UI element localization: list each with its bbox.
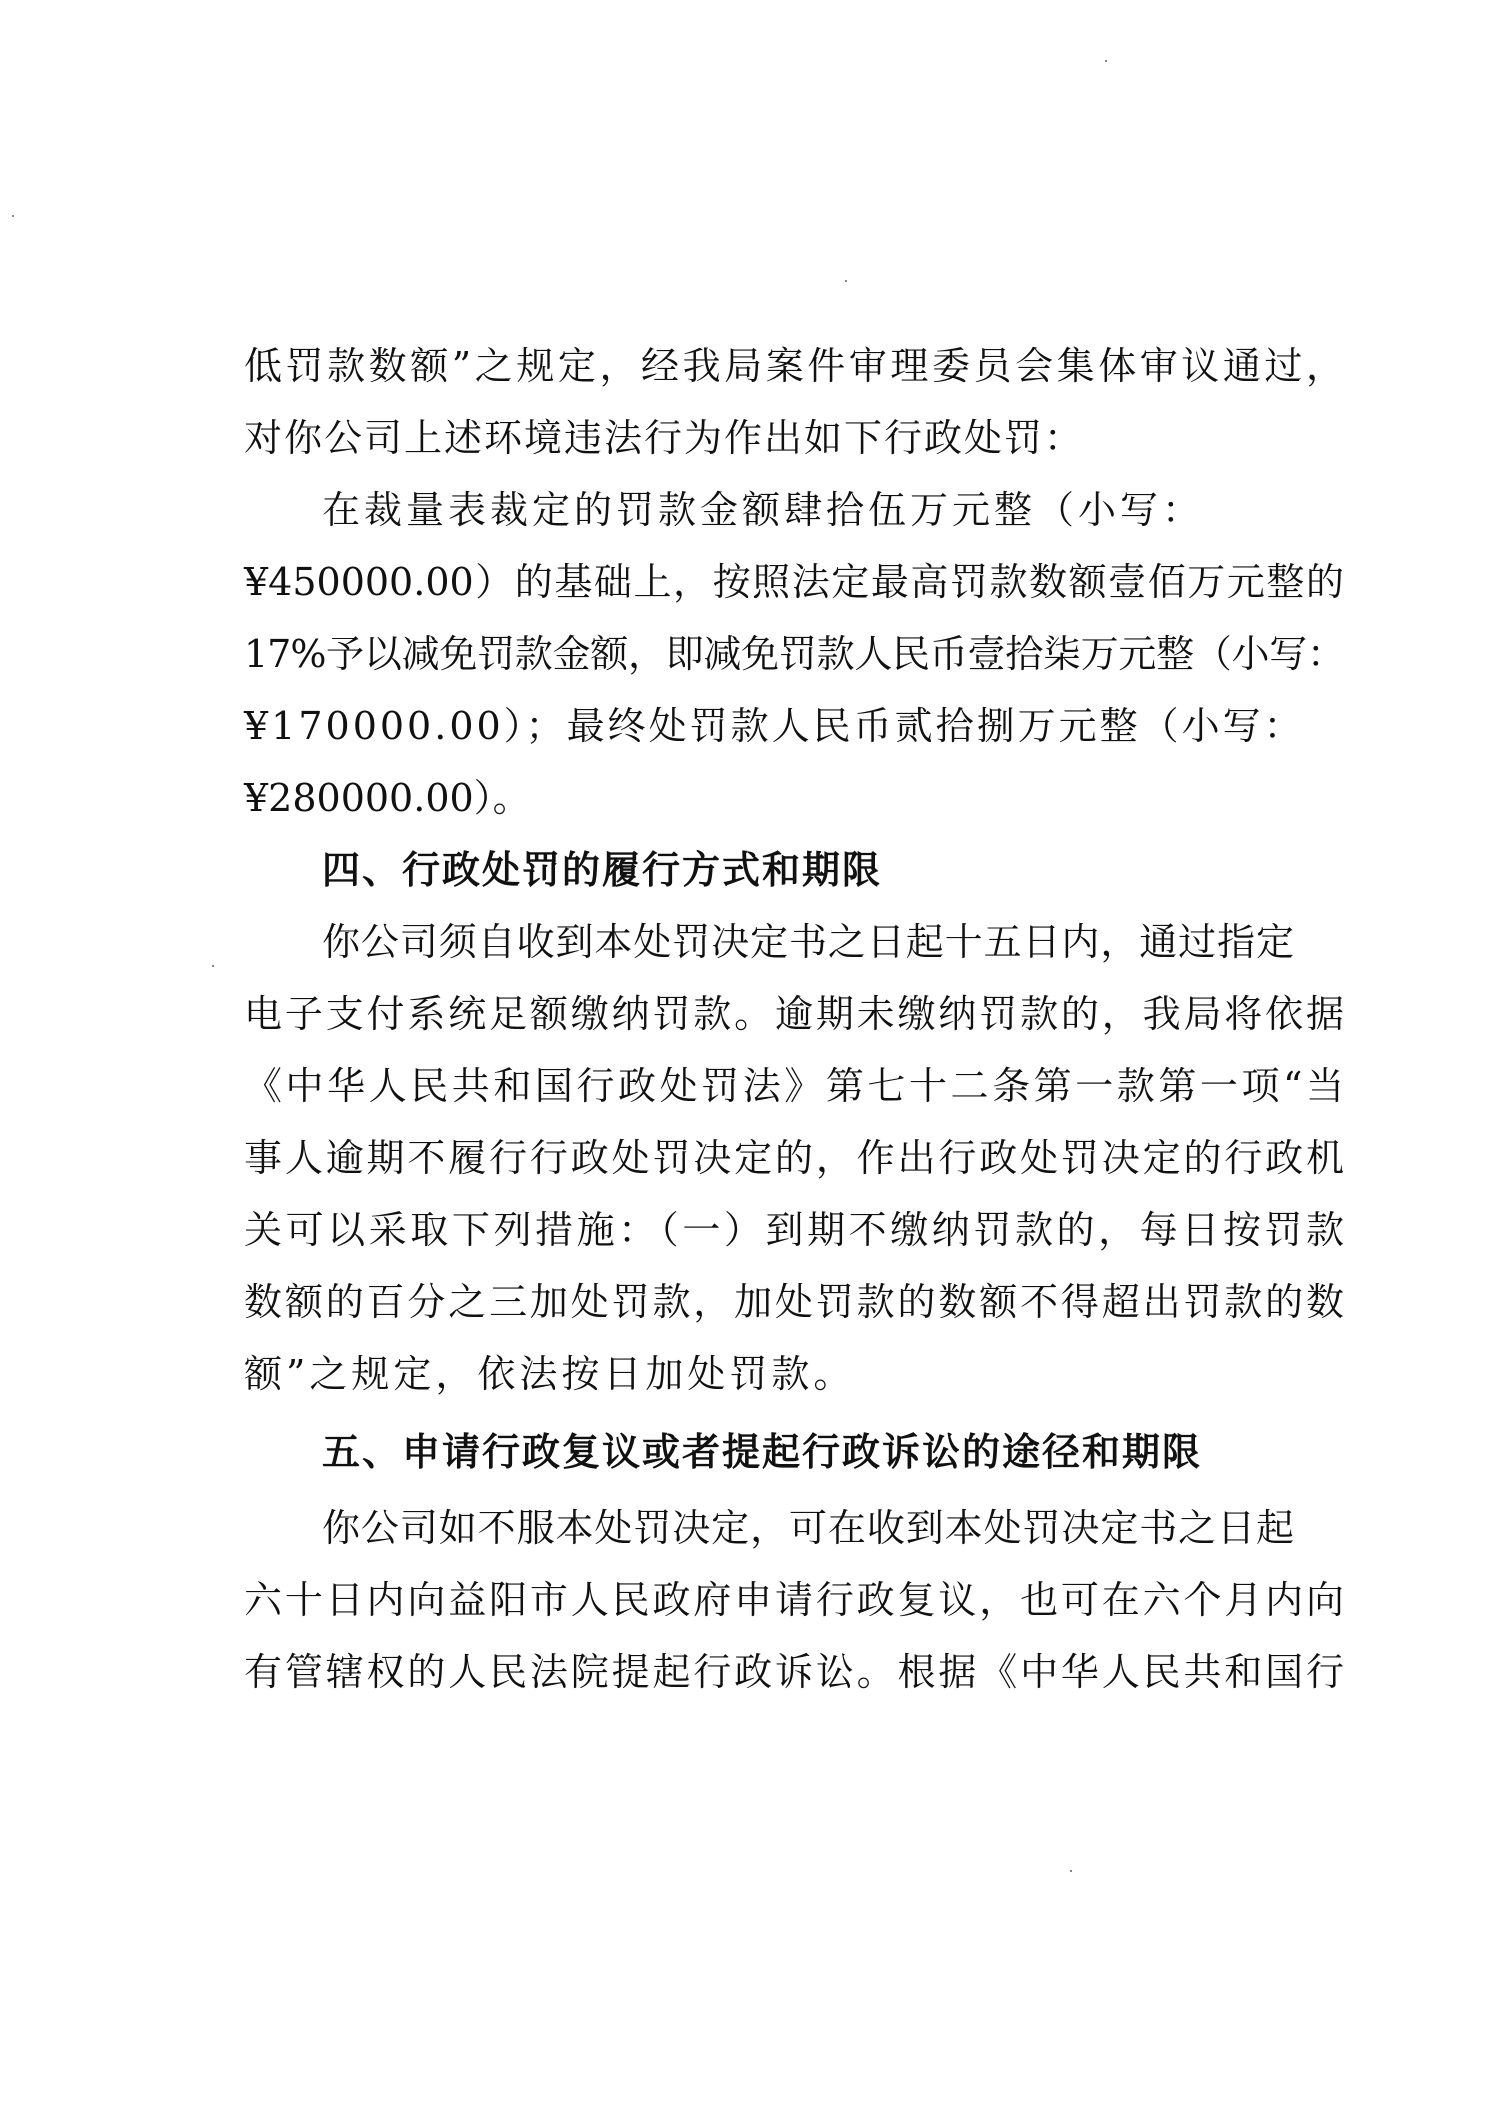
text-line: ¥170000.00）；最终处罚款人民币贰拾捌万元整（小写： xyxy=(244,704,1305,748)
text-line: 《中华人民共和国行政处罚法》第七十二条第一款第一项“当 xyxy=(244,1064,1344,1108)
text-line: 电子支付系统足额缴纳罚款。逾期未缴纳罚款的，我局将依据 xyxy=(244,992,1344,1036)
text-line: ¥450000.00）的基础上，按照法定最高罚款数额壹佰万元整的 xyxy=(244,560,1344,604)
text-line: 你公司如不服本处罚决定，可在收到本处罚决定书之日起 xyxy=(322,1506,1294,1550)
text-line: 六十日内向益阳市人民政府申请行政复议，也可在六个月内向 xyxy=(244,1578,1344,1622)
scan-speck xyxy=(212,965,214,967)
text-line: 17%予以减免罚款金额，即减免罚款人民币壹拾柒万元整（小写： xyxy=(244,632,1344,676)
text-line: 数额的百分之三加处罚款，加处罚款的数额不得超出罚款的数 xyxy=(244,1280,1344,1324)
text-line: 你公司须自收到本处罚决定书之日起十五日内，通过指定 xyxy=(322,920,1294,964)
scan-speck xyxy=(12,215,14,217)
scan-speck xyxy=(1105,60,1107,62)
text-line: 低罚款数额”之规定，经我局案件审理委员会集体审议通过， xyxy=(244,344,1344,388)
text-line: 关可以采取下列措施：（一）到期不缴纳罚款的，每日按罚款 xyxy=(244,1208,1344,1252)
text-line: 在裁量表裁定的罚款金额肆拾伍万元整（小写： xyxy=(322,488,1205,532)
scan-speck xyxy=(1070,1870,1072,1872)
text-line: ¥280000.00）。 xyxy=(244,776,531,820)
text-line: 有管辖权的人民法院提起行政诉讼。根据《中华人民共和国行 xyxy=(244,1650,1344,1694)
scan-speck xyxy=(845,280,847,282)
section-heading-4: 四、行政处罚的履行方式和期限 xyxy=(322,848,883,892)
text-line: 对你公司上述环境违法行为作出如下行政处罚： xyxy=(244,416,1085,460)
text-line: 额”之规定，依法按日加处罚款。 xyxy=(244,1352,856,1396)
text-line: 事人逾期不履行行政处罚决定的，作出行政处罚决定的行政机 xyxy=(244,1136,1344,1180)
section-heading-5: 五、申请行政复议或者提起行政诉讼的途径和期限 xyxy=(322,1430,1203,1474)
